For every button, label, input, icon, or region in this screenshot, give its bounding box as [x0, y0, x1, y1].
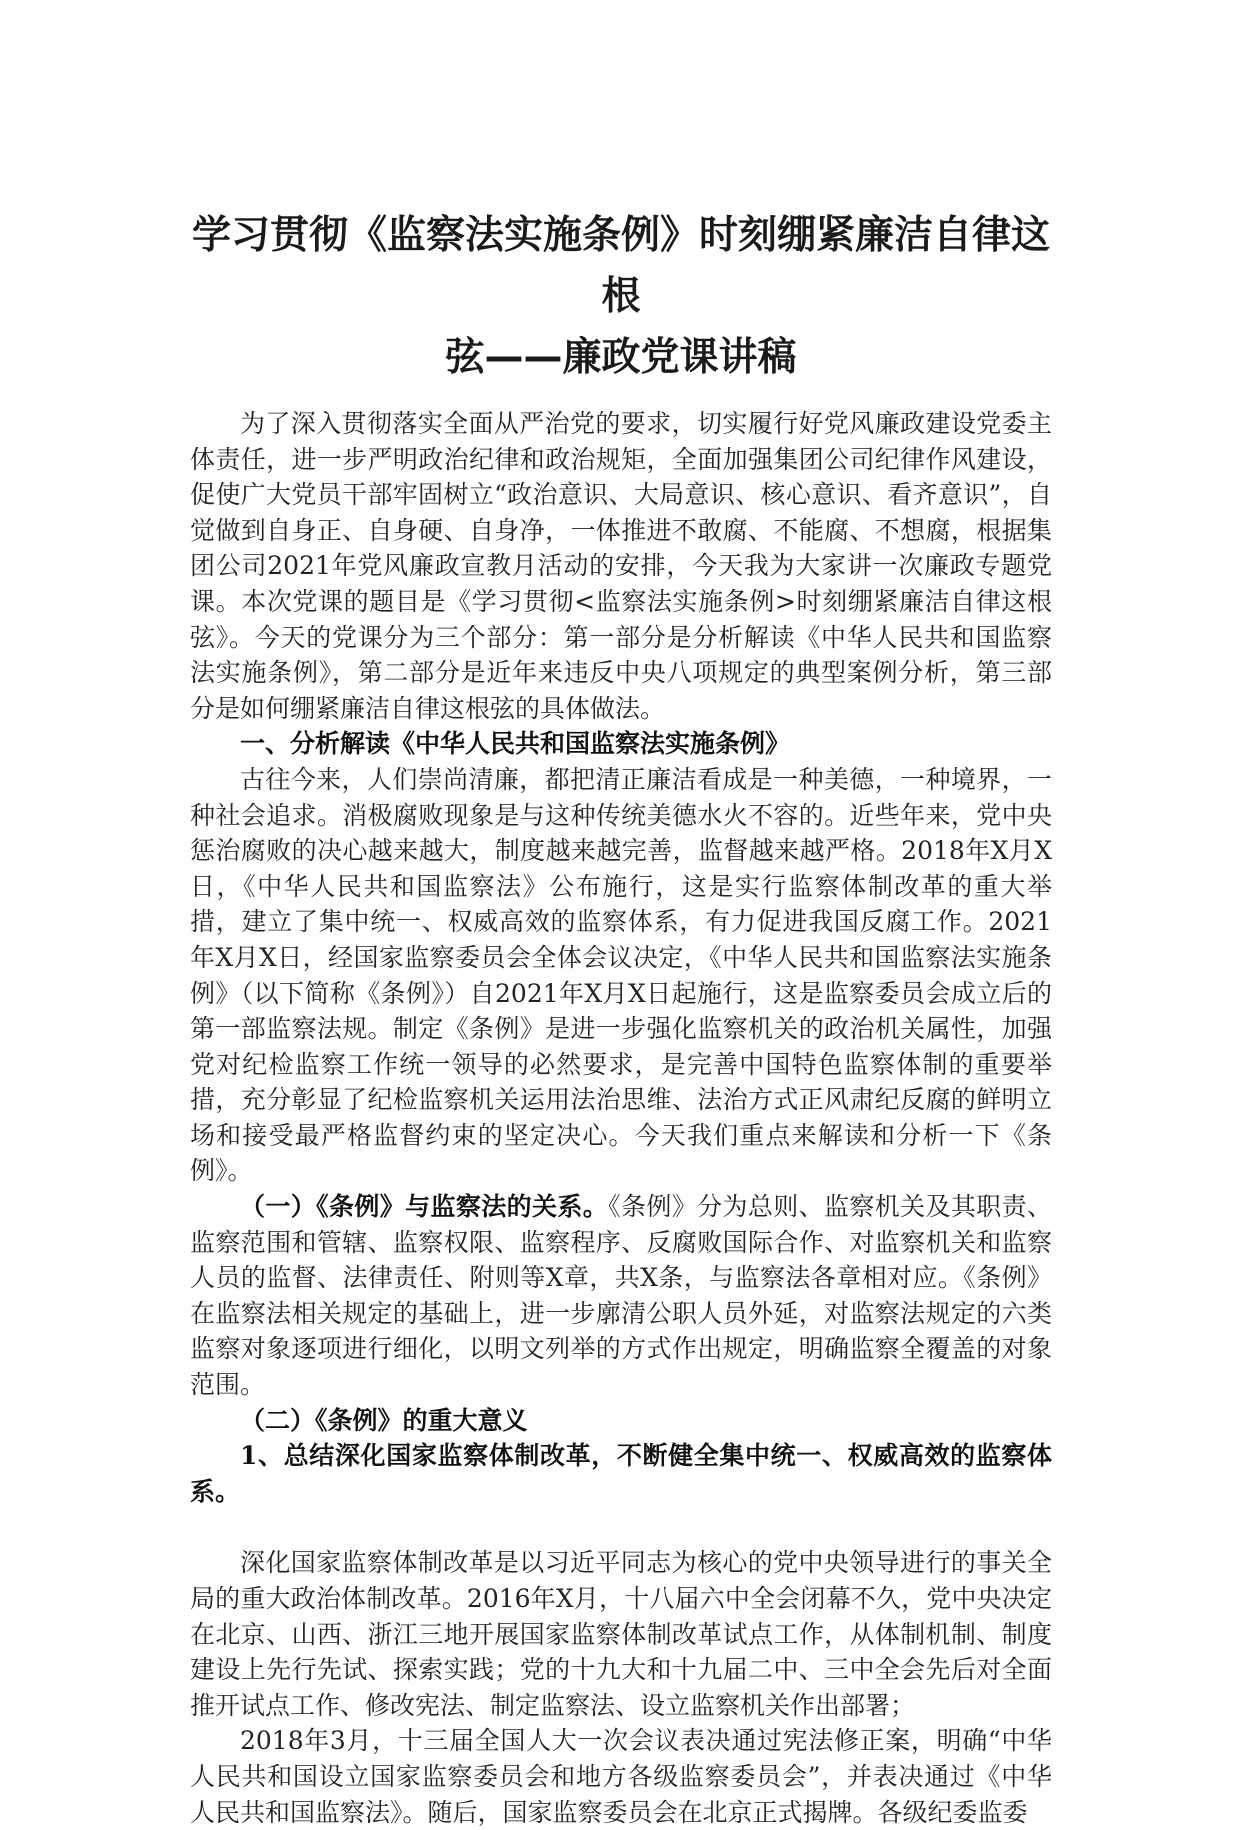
- section-1-heading: 一、分析解读《中华人民共和国监察法实施条例》: [240, 729, 791, 759]
- document-page: [190, 205, 1052, 1830]
- subsection-1-paragraph: [190, 1189, 1052, 1403]
- point-1-paragraph-2: 2018年3月，十三届全国人大一次会议表决通过宪法修正案，明确“中华人民共和国设立国家监察委员会和地方各级监察委员会”，并表决通过《中华人民共和国监察法》。随后，国家监察委员会在北京正式揭牌。各级纪委监委: [190, 1726, 1052, 1827]
- subsection-1-heading: （一）《条例》与监察法的关系。: [240, 1192, 609, 1222]
- point-1-heading: 1、总结深化国家监察体制改革，不断健全集中统一、权威高效的监察体系。: [190, 1441, 1052, 1506]
- subsection-1-text: 《条例》分为总则、监察机关及其职责、监察范围和管辖、监察权限、监察程序、反腐败国际合作、对监察机关和监察人员的监督、法律责任、附则等X章，共X条，与监察法各章相对应。《条例》在监察法相关规定的基础上，进一步廓清公职人员外延，对监察法规定的六类监察对象逐项进行细化，以明文列举的方式作出规定，明确监察全覆盖的对象范围。: [190, 1192, 1052, 1400]
- title-line-1: 学习贯彻《监察法实施条例》时刻绷紧廉洁自律这根: [191, 213, 1050, 319]
- document-title: [190, 205, 1052, 388]
- intro-paragraph: 为了深入贯彻落实全面从严治党的要求，切实履行好党风廉政建设党委主体责任，进一步严明政治纪律和政治规矩，全面加强集团公司纪律作风建设，促使广大党员干部牢固树立“政治意识、大局意识、核心意识、看齐意识”，自觉做到自身正、自身硬、自身净，一体推进不敢腐、不能腐、不想腐，根据集团公司2021年党风廉政宣教月活动的安排，今天我为大家讲一次廉政专题党课。本次党课的题目是《学习贯彻<监察法实施条例>时刻绷紧廉洁自律这根弦》。今天的党课分为三个部分：第一部分是分析解读《中华人民共和国监察法实施条例》，第二部分是近年来违反中央八项规定的典型案例分析，第三部分是如何绷紧廉洁自律这根弦的具体做法。: [190, 409, 1052, 723]
- section-1-paragraph: 古往今来，人们崇尚清廉，都把清正廉洁看成是一种美德，一种境界，一种社会追求。消极腐败现象是与这种传统美德水火不容的。近些年来，党中央惩治腐败的决心越来越大，制度越来越完善，监督越来越严格。2018年X月X日，《中华人民共和国监察法》公布施行，这是实行监察体制改革的重大举措，建立了集中统一、权威高效的监察体系，有力促进我国反腐工作。2021年X月X日，经国家监察委员会全体会议决定，《中华人民共和国监察法实施条例》（以下简称《条例》）自2021年X月X日起施行，这是监察委员会成立后的第一部监察法规。制定《条例》是进一步强化监察机关的政治机关属性，加强党对纪检监察工作统一领导的必然要求，是完善中国特色监察体制的重要举措，充分彰显了纪检监察机关运用法治思维、法治方式正风肃纪反腐的鲜明立场和接受最严格监督约束的坚定决心。今天我们重点来解读和分析一下《条例》。: [190, 764, 1052, 1186]
- subsection-2-heading: （二）《条例》的重大意义: [240, 1405, 528, 1435]
- point-1-paragraph-1: 深化国家监察体制改革是以习近平同志为核心的党中央领导进行的事关全局的重大政治体制改革。2016年X月，十八届六中全会闭幕不久，党中央决定在北京、山西、浙江三地开展国家监察体制改革试点工作，从体制机制、制度建设上先行先试、探索实践；党的十九大和十九届二中、三中全会先后对全面推开试点工作、修改宪法、制定监察法、设立监察机关作出部署；: [190, 1548, 1052, 1720]
- title-line-2: 弦——廉政党课讲稿: [445, 335, 797, 380]
